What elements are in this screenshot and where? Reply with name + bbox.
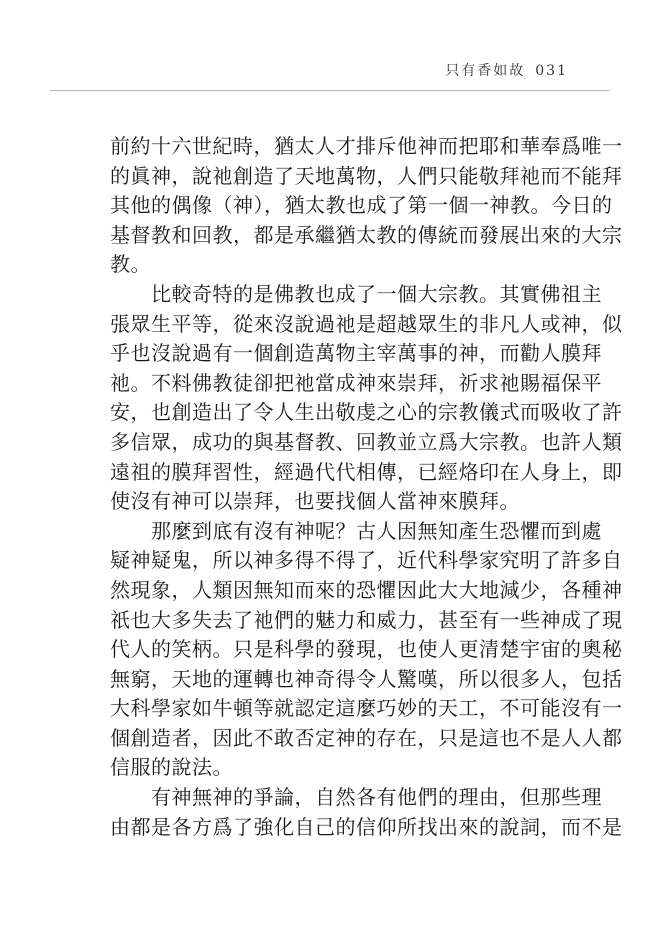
text-line: 由都是各方爲了強化自己的信仰所找出來的說詞，而不是	[110, 814, 623, 839]
text-line: 祂。不料佛教徒卻把祂當成神來崇拜，祈求祂賜福保平	[110, 370, 602, 395]
running-header-title: 只有香如故	[445, 63, 526, 79]
text-line: 祇也大多失去了祂們的魅力和威力，甚至有一些神成了現	[110, 607, 623, 632]
text-line: 比較奇特的是佛教也成了一個大宗教。其實佛祖主	[110, 281, 602, 306]
text-line: 遠祖的膜拜習性，經過代代相傳，已經烙印在人身上，即	[110, 459, 623, 484]
page-number: 031	[535, 63, 568, 79]
text-line: 代人的笑柄。只是科學的發現，也使人更清楚宇宙的奧秘	[110, 637, 623, 662]
text-line: 疑神疑鬼，所以神多得不得了，近代科學家究明了許多自	[110, 548, 623, 573]
text-line: 張眾生平等，從來沒說過祂是超越眾生的非凡人或神，似	[110, 311, 623, 336]
text-line: 大科學家如牛頓等就認定這麼巧妙的天工，不可能沒有一	[110, 696, 623, 721]
text-line: 然現象，人類因無知而來的恐懼因此大大地減少，各種神	[110, 577, 623, 602]
text-line: 乎也沒說過有一個創造萬物主宰萬事的神，而勸人膜拜	[110, 341, 602, 366]
running-header	[445, 60, 568, 80]
text-line: 多信眾，成功的與基督教、回教並立爲大宗教。也許人類	[110, 429, 623, 454]
text-line: 有神無神的爭論，自然各有他們的理由，但那些理	[110, 785, 602, 810]
body-text	[110, 132, 623, 842]
text-line: 的眞神，說祂創造了天地萬物，人們只能敬拜祂而不能拜	[110, 163, 623, 188]
text-line: 其他的偶像（神），猶太教也成了第一個一神教。今日的	[110, 193, 613, 218]
text-line: 那麼到底有沒有神呢？古人因無知產生恐懼而到處	[110, 518, 602, 543]
text-line: 前約十六世紀時，猶太人才排斥他神而把耶和華奉爲唯一	[110, 134, 623, 158]
text-line: 教。	[110, 252, 151, 277]
text-line: 使沒有神可以崇拜，也要找個人當神來膜拜。	[110, 489, 520, 514]
text-line: 信服的說法。	[110, 755, 233, 780]
text-line: 基督教和回教，都是承繼猶太教的傳統而發展出來的大宗	[110, 222, 623, 247]
text-line: 安，也創造出了令人生出敬虔之心的宗教儀式而吸收了許	[110, 400, 623, 425]
text-line: 無窮，天地的運轉也神奇得令人驚嘆，所以很多人，包括	[110, 666, 623, 691]
header-rule	[50, 90, 610, 91]
text-line: 個創造者，因此不敢否定神的存在，只是這也不是人人都	[110, 725, 623, 750]
